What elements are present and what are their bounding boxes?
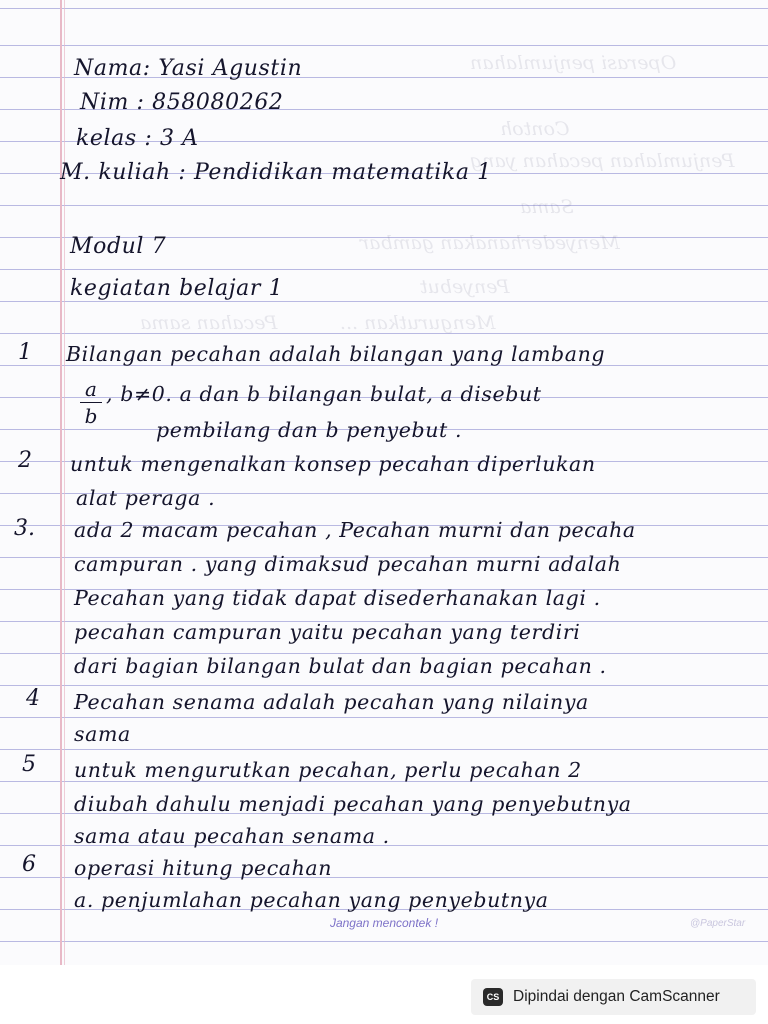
item-2-line: alat peraga .	[76, 486, 216, 510]
item-3-line: ada 2 macam pecahan , Pecahan murni dan pecaha	[74, 518, 636, 542]
item-1-line: pembilang dan b penyebut .	[156, 418, 463, 442]
item-number: 4	[26, 686, 40, 711]
item-number: 5	[22, 752, 36, 777]
item-number: 6	[22, 852, 36, 877]
student-nim: Nim : 858080262	[80, 90, 284, 115]
item-2-line: untuk mengenalkan konsep pecahan diperlukan	[70, 452, 596, 476]
item-5-line: untuk mengurutkan pecahan, perlu pecahan 2	[74, 758, 582, 782]
student-name: Nama: Yasi Agustin	[74, 56, 303, 81]
item-6-line: operasi hitung pecahan	[74, 856, 333, 880]
activity-title: kegiatan belajar 1	[70, 276, 284, 301]
paper-brand: @PaperStar	[690, 918, 746, 929]
item-3-line: campuran . yang dimaksud pecahan murni adalah	[74, 552, 622, 576]
bleed-through-text: Penyebut	[420, 276, 510, 298]
item-4-line: sama	[74, 722, 131, 746]
item-3-line: dari bagian bilangan bulat dan bagian pecahan .	[74, 654, 607, 678]
fraction-numerator: a	[85, 377, 97, 401]
item-number: 3.	[14, 516, 35, 541]
item-1-line: Bilangan pecahan adalah bilangan yang lambang	[66, 342, 606, 366]
fraction-a-over-b	[80, 378, 102, 427]
camscanner-logo-icon: CS	[483, 988, 503, 1006]
camscanner-watermark	[471, 979, 756, 1015]
bleed-through-text: Mengurutkan ...	[340, 312, 496, 334]
student-class: kelas : 3 A	[76, 126, 199, 151]
item-3-line: pecahan campuran yaitu pecahan yang terdiri	[74, 620, 581, 644]
bleed-through-text: Operasi penjumlahan	[470, 52, 677, 74]
item-number: 2	[18, 448, 32, 473]
bleed-through-text: Pecahan sama	[140, 312, 278, 334]
bleed-through-text: Contoh	[500, 118, 570, 140]
item-5-line: sama atau pecahan senama .	[74, 824, 390, 848]
footer-note: Jangan mencontek !	[329, 916, 439, 930]
page-margin-line-inner	[64, 0, 65, 965]
fraction-denominator: b	[84, 404, 98, 428]
bleed-through-text: Penjumlahan pecahan yang	[470, 150, 735, 172]
item-3-line: Pecahan yang tidak dapat disederhanakan lagi .	[74, 586, 601, 610]
item-5-line: diubah dahulu menjadi pecahan yang penyebutnya	[74, 792, 632, 816]
item-6-line: a. penjumlahan pecahan yang penyebutnya	[74, 888, 549, 912]
item-number: 1	[18, 340, 32, 365]
fraction-bar	[80, 402, 102, 403]
module-title: Modul 7	[70, 234, 167, 259]
bleed-through-text: Menyederhanakan gambar	[360, 232, 620, 254]
camscanner-label: Dipindai dengan CamScanner	[513, 988, 720, 1005]
bleed-through-text: Sama	[520, 196, 574, 218]
page-margin-line	[60, 0, 62, 965]
course-name: M. kuliah : Pendidikan matematika 1	[60, 160, 492, 185]
item-1-line: , b≠0. a dan b bilangan bulat, a disebut	[106, 382, 542, 406]
item-4-line: Pecahan senama adalah pecahan yang nilainya	[74, 690, 589, 714]
